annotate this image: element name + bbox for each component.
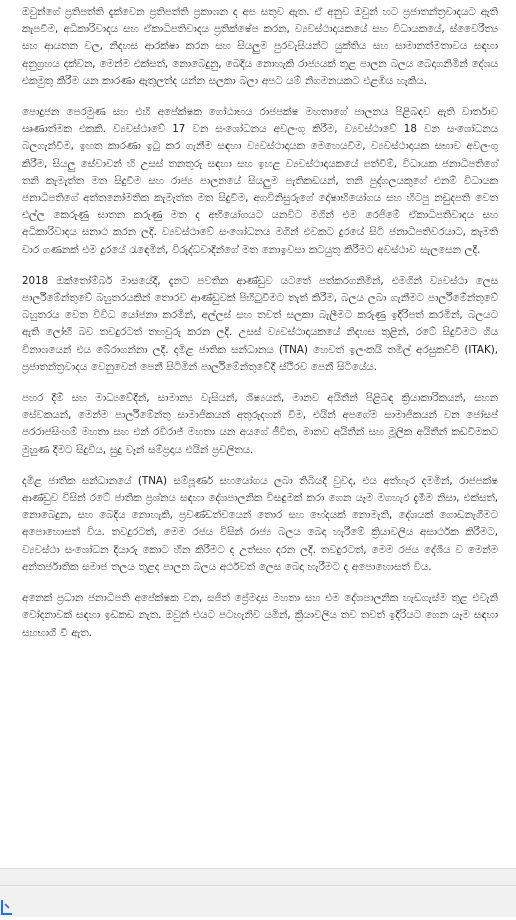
paragraph-2: පොදුජන පෙරමුණ සහ එහි අපේක්ෂක ගෝඨාභය රාජපක්ෂ මහතාගේ පාලනය පිළිබඳව ඇති වාර්තාව සෘණාත්මක එකකි. ව්‍යවස්ථාවේ 17 වන සංශෝධනය අවලංගු කිරීම, ව්‍යවස්ථාවේ 18 වන සංශෝධනය බලගැන්වීම, ඉහත කාරණා ඉටු කර ගැනීම සඳහා ව්‍යවස්ථාදායක මෙහෙයවීම, ව්‍යවස්ථාදායක සභාව අවලංගු කිරීම, සියලු සේවාවන් හි උසස් තනතුරු සඳහා සහ ඉහළ ව්‍යවස්ථාදායකයේ පත්වීම්, විධායක ජනාධිපතිගේ තනි කැමැත්ත මත සිදුවීම සහ රාජ්‍ය පාලනයේ සියලුම පැතිකඩයන්, තනි පුද්ගලයකුගේ එනම් විධායක ජනාධිපතිගේ අත්තනෝමතික කැමැත්ත මත සිදුවීම, අගවිනිසුරුගේ දෝෂාභියෝගය සහ හිටපු නඩුදපති වෙත එල්ල කෙරුණු ඝාතන කරුණු මත ද අභියෝගයට යනවිට මගින් එම රෙජිමේ ඒකාධිපතිවාදය සහ අධිකාරිවාදය සනාථ කරන ලදි. ව්‍යවස්ථාවේ සංශෝධනය මගින් එවකට දුරයේ සිටි ජනාධිපතිවරයාට, කැමති වාර ගණනක් එම දුරයේ රැඳෙමින්, විරුද්ධවාදීන්ගේ මත නොඉවසා කටයුතු කිරීමට අවස්ථාව සැලසෙන ලදී. xyxy=(22,106,498,256)
article-body xyxy=(22,4,498,656)
paragraph-1: ඔවුන්ගේ ප්‍රතිපත්ති දැක්වෙන ප්‍රතිපත්ති ප්‍රකාශන ද අප සතුව ඇත. ඒ අනුව ඔවුන් හට ප්‍රජාතන්ත්‍රවාදයට ඇති කැපවීම, අධිකාරිවාදය සහ ඒකාධිපතිවාදය ප්‍රතික්ෂේප කරන, ව්‍යවස්ථාදායකයේ සහ විධායකයේ, ස්වෛරීත්‍ය සහ ආයතන වල, නිදහස ආරක්ෂා කරන සහ සියලුම පුරවැසියන්ට යුක්තිය සහ සාමානත්මතාවය සඳහා අනුග්‍රහය දක්වන, මෙන්ම එක්සත්, නොබෙදුනු, බෙදිය නොහැකි රාජ්‍යයක් තුළ පාලන බලය බෙදාගනිමින් දේශය එකමුතු කිරීම යන කාරණා ඇතුලත්ද යන්න සලකා බලා අපට යම් නිගමනයකට එළඹිය හැකිය. xyxy=(22,6,498,87)
paragraph-6: අනෙක් ප්‍රධාන ජනාධිපති අපේක්ෂක වන, සජිත් ප්‍රේමදාස මහතා සහ එම දේශපාලනික හැඩගැස්ම තුළ එවැනි වෝදනාවක් සඳහා ඉඩකඩ නැත. ඔවුන් එයට පටහැනිව යමින්, ක්‍රියාවලිය තව තවත් ඉදිරියට ගෙන යෑම සඳහා සහභාගී වී ඇත. xyxy=(22,592,498,639)
paragraph-5: දමිළ ජාතික සන්ධානයේ (TNA) සම්පූර්ණ සහයෝගය ලබා තිබියදී වුවද, එය අත්හැර දමමින්, රාජපක්ෂ ආණ්ඩුව විසින් රටේ ජාතික ප්‍රශ්නය සඳහා දේශපාලනික විසඳුමක් කරා ගෙන යෑම මගහැර දැමීම නිසා, එක්සත්, නොබෙදුන, සහ බෙදිය නොහැකි, ප්‍රවණ්ඩත්වයෙන් තොර සහ භේදයක් නොමැති, දේශයක් ගොඩනැගීමට අපොහොසත් විය. තවදුරටත්, මෙම රජය විසින් රාජ්‍ය බලය බෙදා හැරීමේ ක්‍රියාවලිය අසාර්ථක කිරීමට, ව්‍යවස්ථා සංශෝධන දියාරු කොට හීන කිරීමට ද උත්සහ දරන ලදී. තවදුරටත්, මෙම රජය දේශීය ව මෙන්ම අන්තර්ජාතික සමාජ තලය තුළද පාලන බලය අර්ථවත් ලෙස බෙදා හැරීමට ද අපොහොසත් විය. xyxy=(22,474,498,573)
tab-indicator-icon[interactable] xyxy=(0,896,14,916)
paragraph-4: පහර දීම් සහ මාධ්‍යවේදීන්, සාමාන්‍ය වැසියන්, ශිෂ්‍යයන්, මානව අයිතීන් පිළිබඳ ක්‍රියාකාරිකයන්, සහන සේවකයන්, මෙන්ම පාර්ලිමේන්තු සාමාජිකයන් අතුරුදහන් වීම, එයින් අපගේම සාමාජිකයන් වන ජෝසප් පරරාජසිංහම් මහතා සහ එන් රවිරාජ් මහතා යන අයගේ ජීවිත, මානව අයිතීන් සහ මූලික අයිතීන් කඩවීමකට මුහුණ දීමට සිදුවිය, සුදු වෑන් සම්ප්‍රදාය එයින් ප්‍රචලිතය. xyxy=(22,392,498,456)
page-divider xyxy=(0,885,516,886)
bottom-bar xyxy=(0,868,516,917)
paragraph-3: 2018 ඔක්තෝම්බර් මාසයේදී, දැනට පවතින ආණ්ඩුව යටතේ පත්කරගනිමින්, එමගින් ව්‍යවස්ථා ලෙස පාර්ලිමේන්තුවේ බහුතරයකින් තොරව ආණ්ඩුවක් පිහිටුවීමට තැත් කිරීම, බලය ලබා ගැනීමට පාර්ලිමේන්තුවේ බහුතරය වෙත විවිධ යෝජනා කරමින්, අල්ලස් සහ තවත් සලකා බැලීමට කරුණු ඉදිරිපත් කරමින්, බලයට ඇති ලෝභී බව තවදුරටත් තහවුරු කරන ලදි. උසස් ව්‍යවස්ථාදායකයේ නිදහස තුළින්, රටේ සිදුවීමට ගිය විනාශයෙන් එය බේරාගන්නා ලදී. දමිළ ජාතික සන්ධානය (TNA) හෙවත් ඉලංකයි තමිල් අරසුකච්චි (ITAK), ප්‍රජාතන්ත්‍රවාදය වෙනුවෙන් පෙනී සිටිමින් පාර්ලිමේන්තුවේදී ස්ථිරව පෙනී සිටියේය. xyxy=(22,274,498,373)
